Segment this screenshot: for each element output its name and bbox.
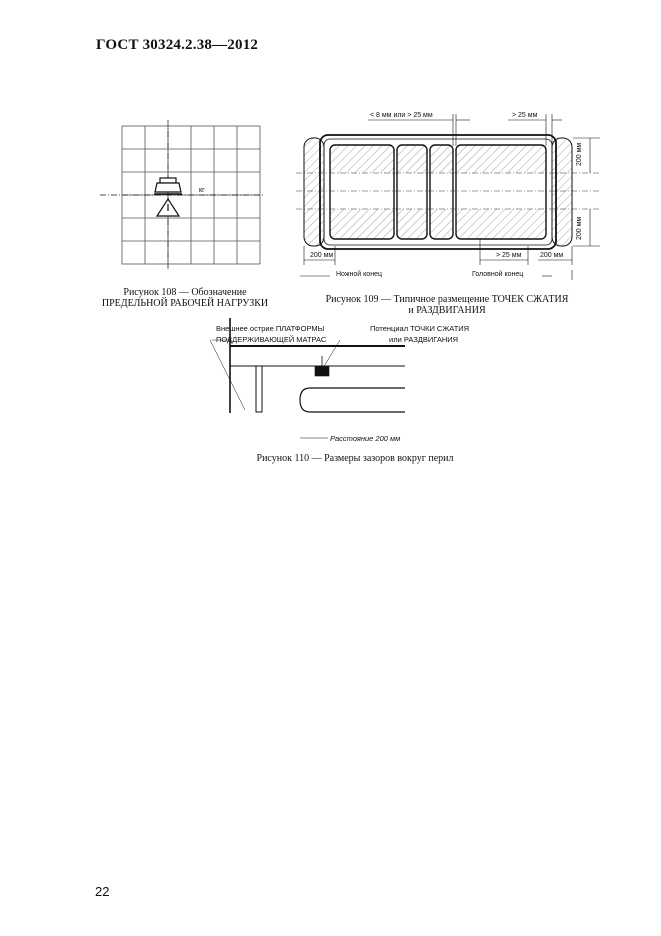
figure-109-caption: [308, 294, 586, 316]
fig109-dim-bottom-right: 200 мм: [540, 252, 564, 259]
fig110-label-point-line2: или РАЗДВИГАНИЯ: [389, 335, 459, 344]
fig110-distance-label: Расстояние 200 мм: [330, 434, 401, 443]
fig109-caption-line1: Рисунок 109 — Типичное размещение ТОЧЕК СЖАТИЯ: [325, 294, 569, 305]
fig108-caption-line2: ПРЕДЕЛЬНОЙ РАБОЧЕЙ НАГРУЗКИ: [101, 298, 269, 309]
fig109-dim-right-lower: 200 мм: [576, 216, 583, 240]
fig108-caption-line1: Рисунок 108 — Обозначение: [123, 287, 247, 298]
load-weight-icon: [154, 178, 182, 194]
fig110-label-edge-line1: Внешнее острие ПЛАТФОРМЫ: [216, 324, 325, 333]
foot-end-label: Ножной конец: [336, 271, 382, 278]
fig108-unit-label: кг: [199, 187, 205, 194]
figure-108-caption: [96, 287, 274, 309]
fig110-label-point-line1: Потенциал ТОЧКИ СЖАТИЯ: [370, 324, 470, 333]
figure-108-diagram: [100, 120, 265, 270]
fig110-label-edge-line2: ПОДДЕРЖИВАЮЩЕЙ МАТРАС: [216, 335, 327, 344]
standard-header: ГОСТ 30324.2.38—2012: [96, 37, 259, 53]
fig109-dim-right-upper: 200 мм: [576, 142, 583, 166]
fig109-caption-line2: и РАЗДВИГАНИЯ: [408, 305, 486, 316]
page-number: 22: [95, 884, 110, 899]
warning-triangle-icon: [157, 199, 179, 216]
fig109-dim-top-left: < 8 мм или > 25 мм: [370, 112, 433, 119]
fig109-dim-top-right: > 25 мм: [512, 112, 538, 119]
fig109-dim-bottom-left: 200 мм: [310, 252, 334, 259]
figure-110-caption: Рисунок 110 — Размеры зазоров вокруг перил: [256, 453, 454, 464]
fig109-dim-bottom-mid: > 25 мм: [496, 252, 522, 259]
head-end-label: Головной конец: [472, 271, 524, 278]
